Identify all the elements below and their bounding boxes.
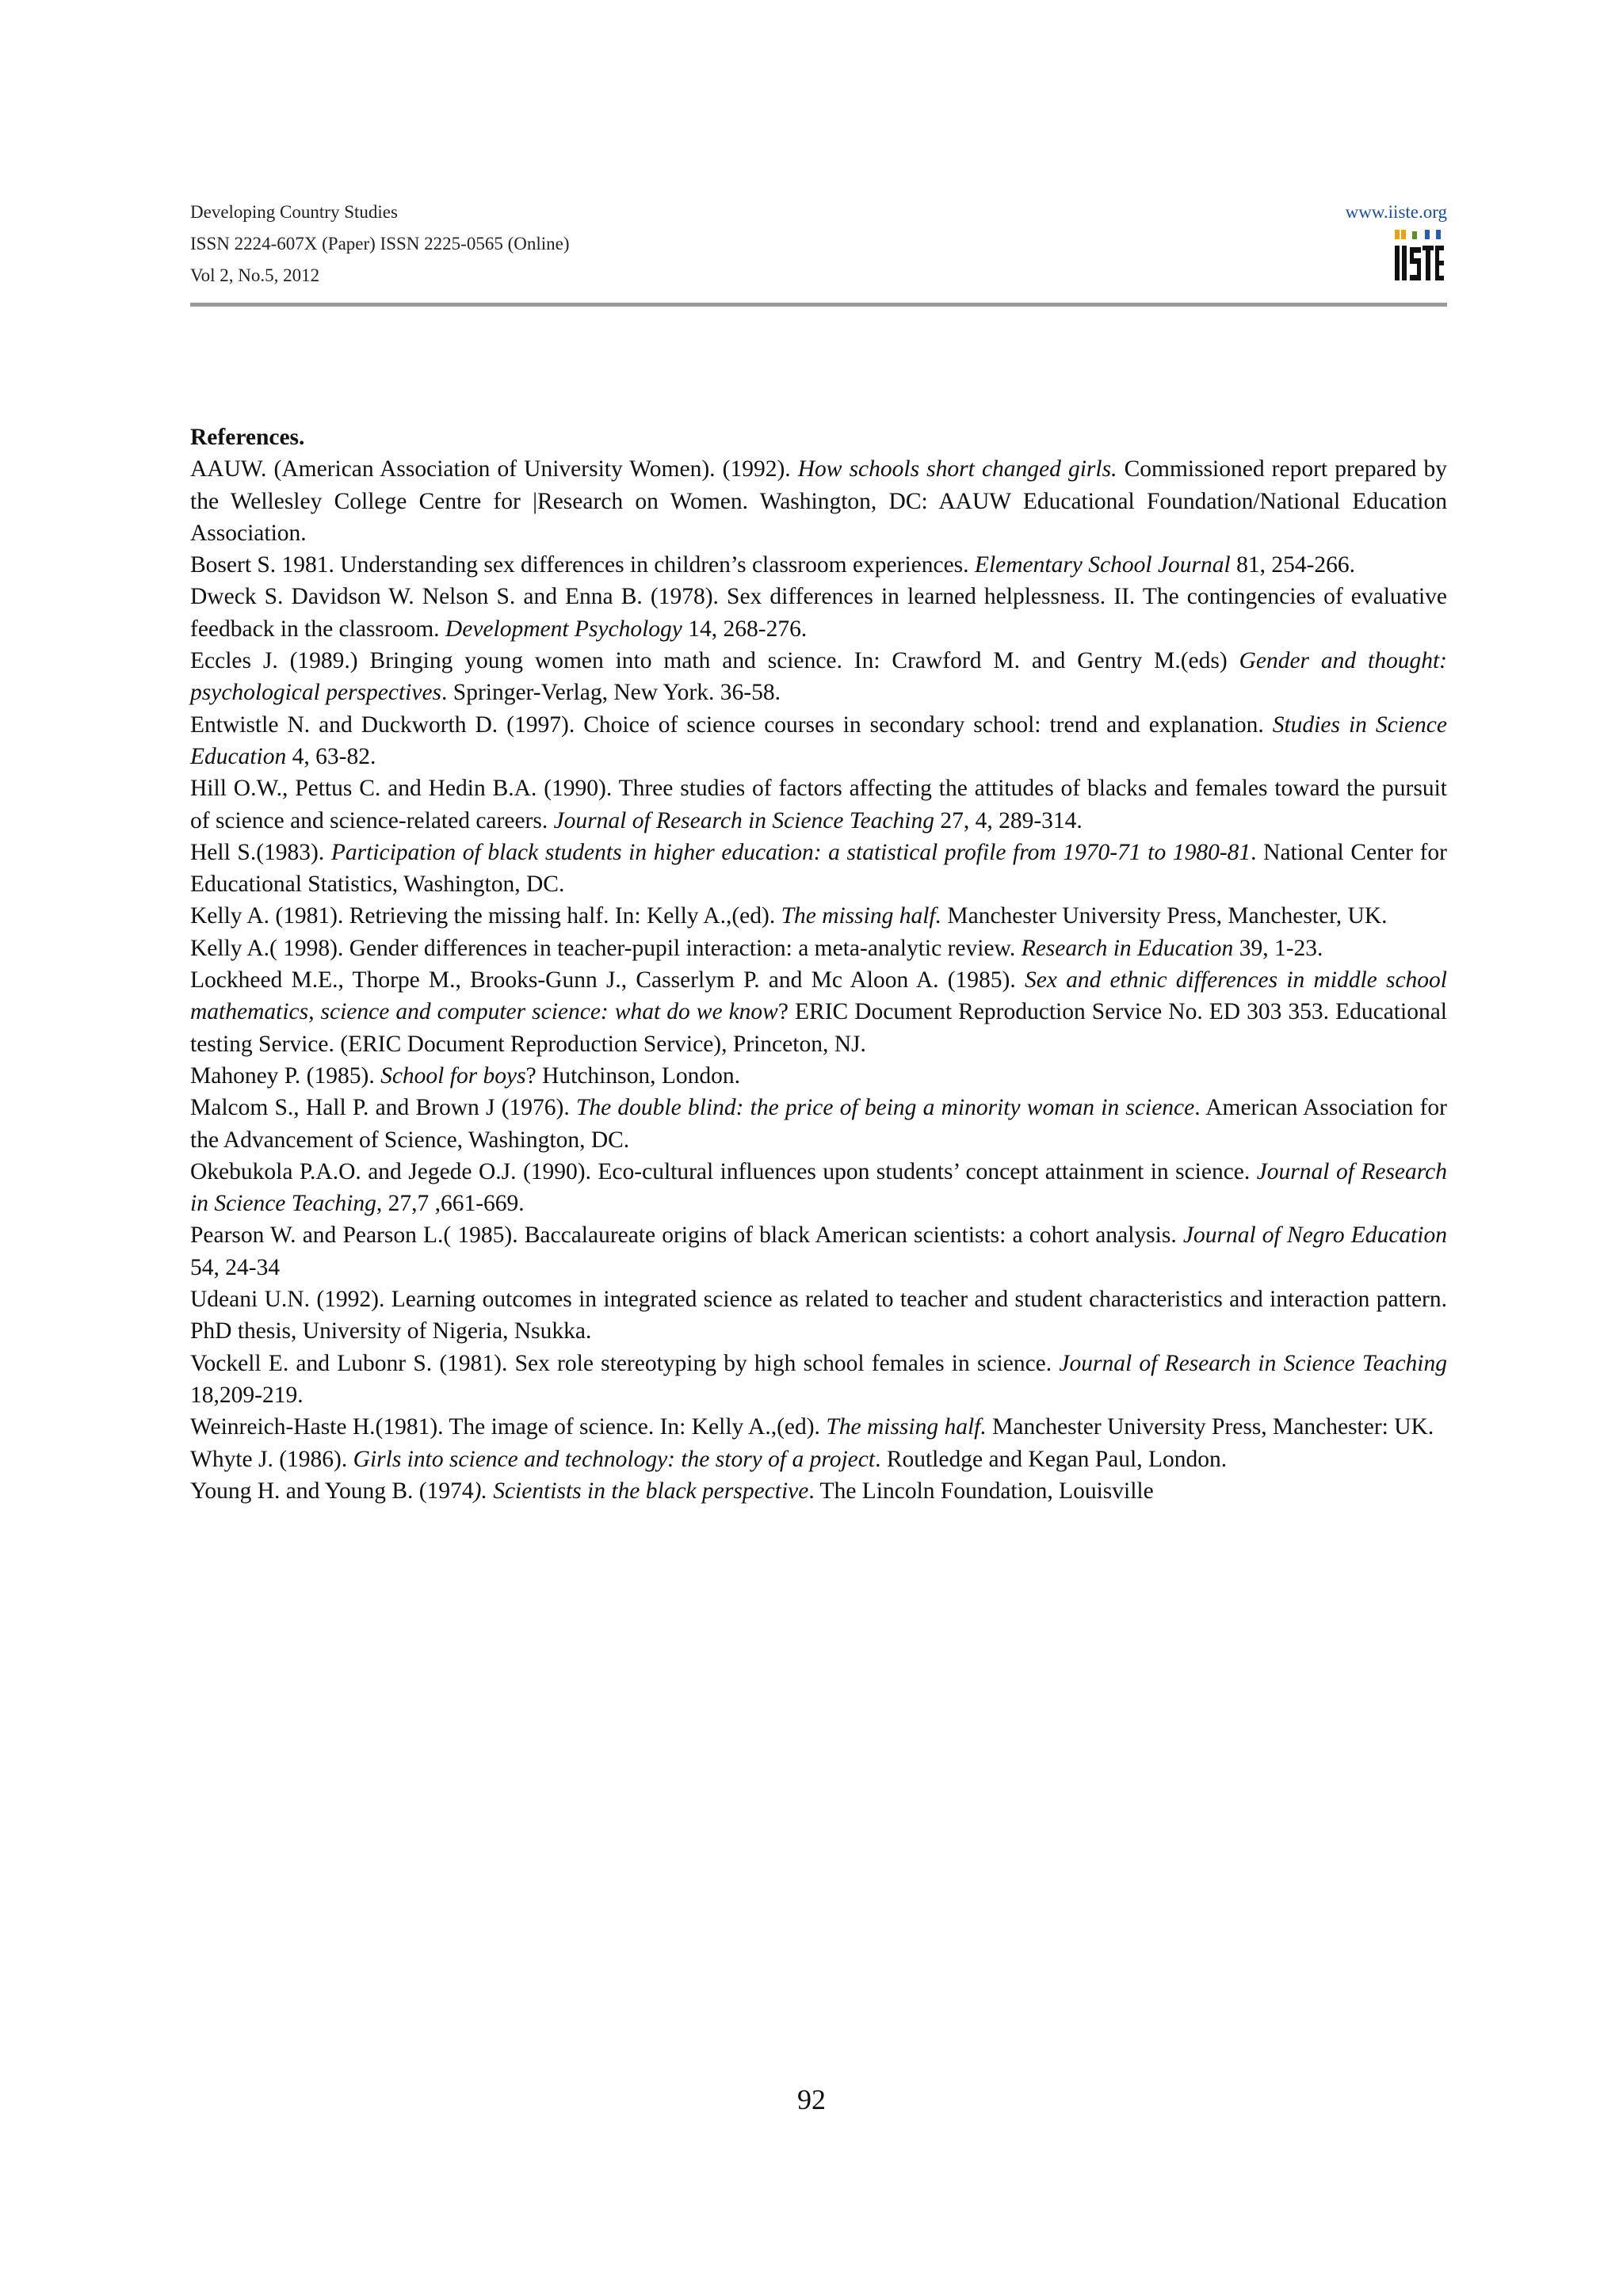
reference-text: Entwistle N. and Duckworth D. (1997). Choice of science courses in secondary school: trend and explanation.	[190, 711, 1273, 738]
reference-text: Whyte J. (1986).	[190, 1446, 353, 1472]
journal-name: Developing Country Studies	[190, 202, 398, 222]
reference-text: Kelly A. (1981). Retrieving the missing half. In: Kelly A.,(ed).	[190, 903, 781, 929]
reference-title: Journal of Research in Science Teaching	[190, 1158, 1447, 1217]
reference-text: . National Center for Educational Statistics, Washington, DC.	[190, 839, 1448, 898]
reference-list	[190, 453, 1447, 1507]
reference-text: 54, 24-34	[190, 1254, 281, 1280]
reference-title: Development Psychology	[445, 616, 682, 642]
reference-text: Kelly A.( 1998). Gender differences in teacher-pupil interaction: a meta-analytic review.	[190, 935, 1022, 961]
website-link[interactable]: www.iiste.org	[1345, 202, 1447, 222]
reference-text: Dweck S. Davidson W. Nelson S. and Enna B. (1978). Sex differences in learned helplessness. II. The contingencies of evaluative feedback in the classroom.	[190, 584, 1447, 642]
reference-entry	[190, 964, 1447, 1060]
reference-text: 27, 4, 289-314.	[934, 807, 1083, 833]
page-number: 92	[797, 2084, 826, 2115]
reference-text: . American Association for the Advancement of Science, Washington, DC.	[190, 1095, 1448, 1153]
reference-entry	[190, 1283, 1447, 1348]
reference-text: Young H. and Young B. (1974	[190, 1478, 474, 1504]
reference-title: Sex and ethnic differences in middle school mathematics, science and computer science: what do we know	[190, 967, 1447, 1025]
reference-text: Commissioned report prepared by the Wellesley College Centre for |Research on Women. Washington, DC: AAUW Educational Foundation/National Education Association.	[190, 456, 1448, 546]
reference-text: 4, 63-82.	[286, 743, 376, 769]
reference-text: AAUW. (American Association of University Women). (1992).	[190, 456, 798, 482]
reference-entry	[190, 645, 1447, 709]
reference-title: Journal of Negro Education	[1182, 1222, 1447, 1249]
iiste-logo	[1393, 228, 1445, 282]
reference-text: . Routledge and Kegan Paul, London.	[875, 1446, 1228, 1472]
reference-title: The missing half.	[826, 1414, 987, 1440]
reference-title: How schools short changed girls.	[797, 456, 1117, 482]
reference-entry	[190, 1348, 1447, 1412]
reference-entry	[190, 1219, 1447, 1283]
reference-text: 81, 254-266.	[1230, 552, 1356, 578]
reference-text: . Springer-Verlag, New York. 36-58.	[441, 680, 781, 706]
reference-title: Elementary School Journal	[974, 552, 1231, 578]
reference-entry	[190, 1156, 1447, 1220]
reference-text: 39, 1-23.	[1233, 935, 1323, 961]
header-divider	[190, 303, 1447, 307]
reference-text: Mahoney P. (1985).	[190, 1062, 381, 1089]
reference-title: Journal of Research in Science Teaching	[1059, 1350, 1447, 1376]
reference-text: Manchester University Press, Manchester: UK.	[986, 1414, 1434, 1440]
reference-title: Journal of Research in Science Teaching	[553, 807, 934, 833]
reference-text: Udeani U.N. (1992). Learning outcomes in integrated science as related to teacher and student characteristics and interaction pattern. PhD thesis, University of Nigeria, Nsukka.	[190, 1287, 1447, 1344]
reference-text: Manchester University Press, Manchester, UK.	[941, 903, 1388, 929]
references-section	[190, 421, 1447, 1507]
reference-entry	[190, 453, 1447, 549]
volume-line: Vol 2, No.5, 2012	[190, 265, 320, 285]
reference-title: School for boys	[380, 1062, 526, 1089]
reference-text: 18,209-219.	[190, 1382, 304, 1408]
reference-text: 14, 268-276.	[682, 616, 808, 642]
reference-entry	[190, 772, 1447, 837]
reference-text: Hill O.W., Pettus C. and Hedin B.A. (1990). Three studies of factors affecting the attitudes of blacks and females toward the pursuit of science and science-related careers.	[190, 776, 1447, 833]
reference-entry	[190, 1444, 1447, 1475]
reference-title: Participation of black students in higher education: a statistical profile from 1970-71 to 1980-81	[330, 839, 1251, 865]
reference-title: Girls into science and technology: the story of a project	[353, 1446, 876, 1472]
reference-text: Bosert S. 1981. Understanding sex differences in children’s classroom experiences.	[190, 552, 975, 578]
reference-text: . The Lincoln Foundation, Louisville	[808, 1478, 1154, 1504]
reference-text: Pearson W. and Pearson L.( 1985). Baccalaureate origins of black American scientists: a cohort analysis.	[190, 1222, 1183, 1249]
reference-entry	[190, 1060, 1447, 1092]
reference-text: , 27,7 ,661-669.	[376, 1191, 525, 1217]
reference-entry	[190, 837, 1447, 901]
reference-entry	[190, 581, 1447, 645]
reference-title: The missing half.	[781, 903, 942, 929]
reference-text: Hell S.(1983).	[190, 839, 331, 865]
references-heading: References.	[190, 425, 305, 450]
reference-entry	[190, 1411, 1447, 1443]
reference-entry	[190, 1475, 1447, 1507]
reference-title: Studies in Science Education	[190, 711, 1447, 769]
issn-line: ISSN 2224-607X (Paper) ISSN 2225-0565 (Online)	[190, 234, 570, 254]
reference-text: Vockell E. and Lubonr S. (1981). Sex role stereotyping by high school females in science.	[190, 1350, 1060, 1376]
reference-entry	[190, 1092, 1447, 1156]
page-header	[190, 196, 1447, 292]
reference-entry	[190, 709, 1447, 773]
reference-text: ? Hutchinson, London.	[525, 1062, 741, 1089]
reference-entry	[190, 900, 1447, 932]
reference-text: Weinreich-Haste H.(1981). The image of science. In: Kelly A.,(ed).	[190, 1414, 827, 1440]
reference-text: Eccles J. (1989.) Bringing young women into math and science. In: Crawford M. and Gentry M.(eds)	[190, 648, 1239, 674]
reference-title: The double blind: the price of being a minority woman in science	[575, 1095, 1195, 1121]
reference-title: ). Scientists in the black perspective	[473, 1478, 809, 1504]
reference-text: ? ERIC Document Reproduction Service No. ED 303 353. Educational testing Service. (ERIC Document Reproduction Service), Princeton, NJ.	[190, 999, 1447, 1057]
reference-entry	[190, 549, 1447, 581]
reference-text: Okebukola P.A.O. and Jegede O.J. (1990). Eco-cultural influences upon students’ concept attainment in science.	[190, 1158, 1257, 1184]
reference-title: Gender and thought: psychological perspectives	[190, 648, 1448, 706]
reference-text: Lockheed M.E., Thorpe M., Brooks-Gunn J., Casserlym P. and Mc Aloon A. (1985).	[190, 967, 1025, 994]
reference-text: Malcom S., Hall P. and Brown J (1976).	[190, 1095, 576, 1121]
reference-title: Research in Education	[1021, 935, 1234, 961]
reference-entry	[190, 933, 1447, 964]
